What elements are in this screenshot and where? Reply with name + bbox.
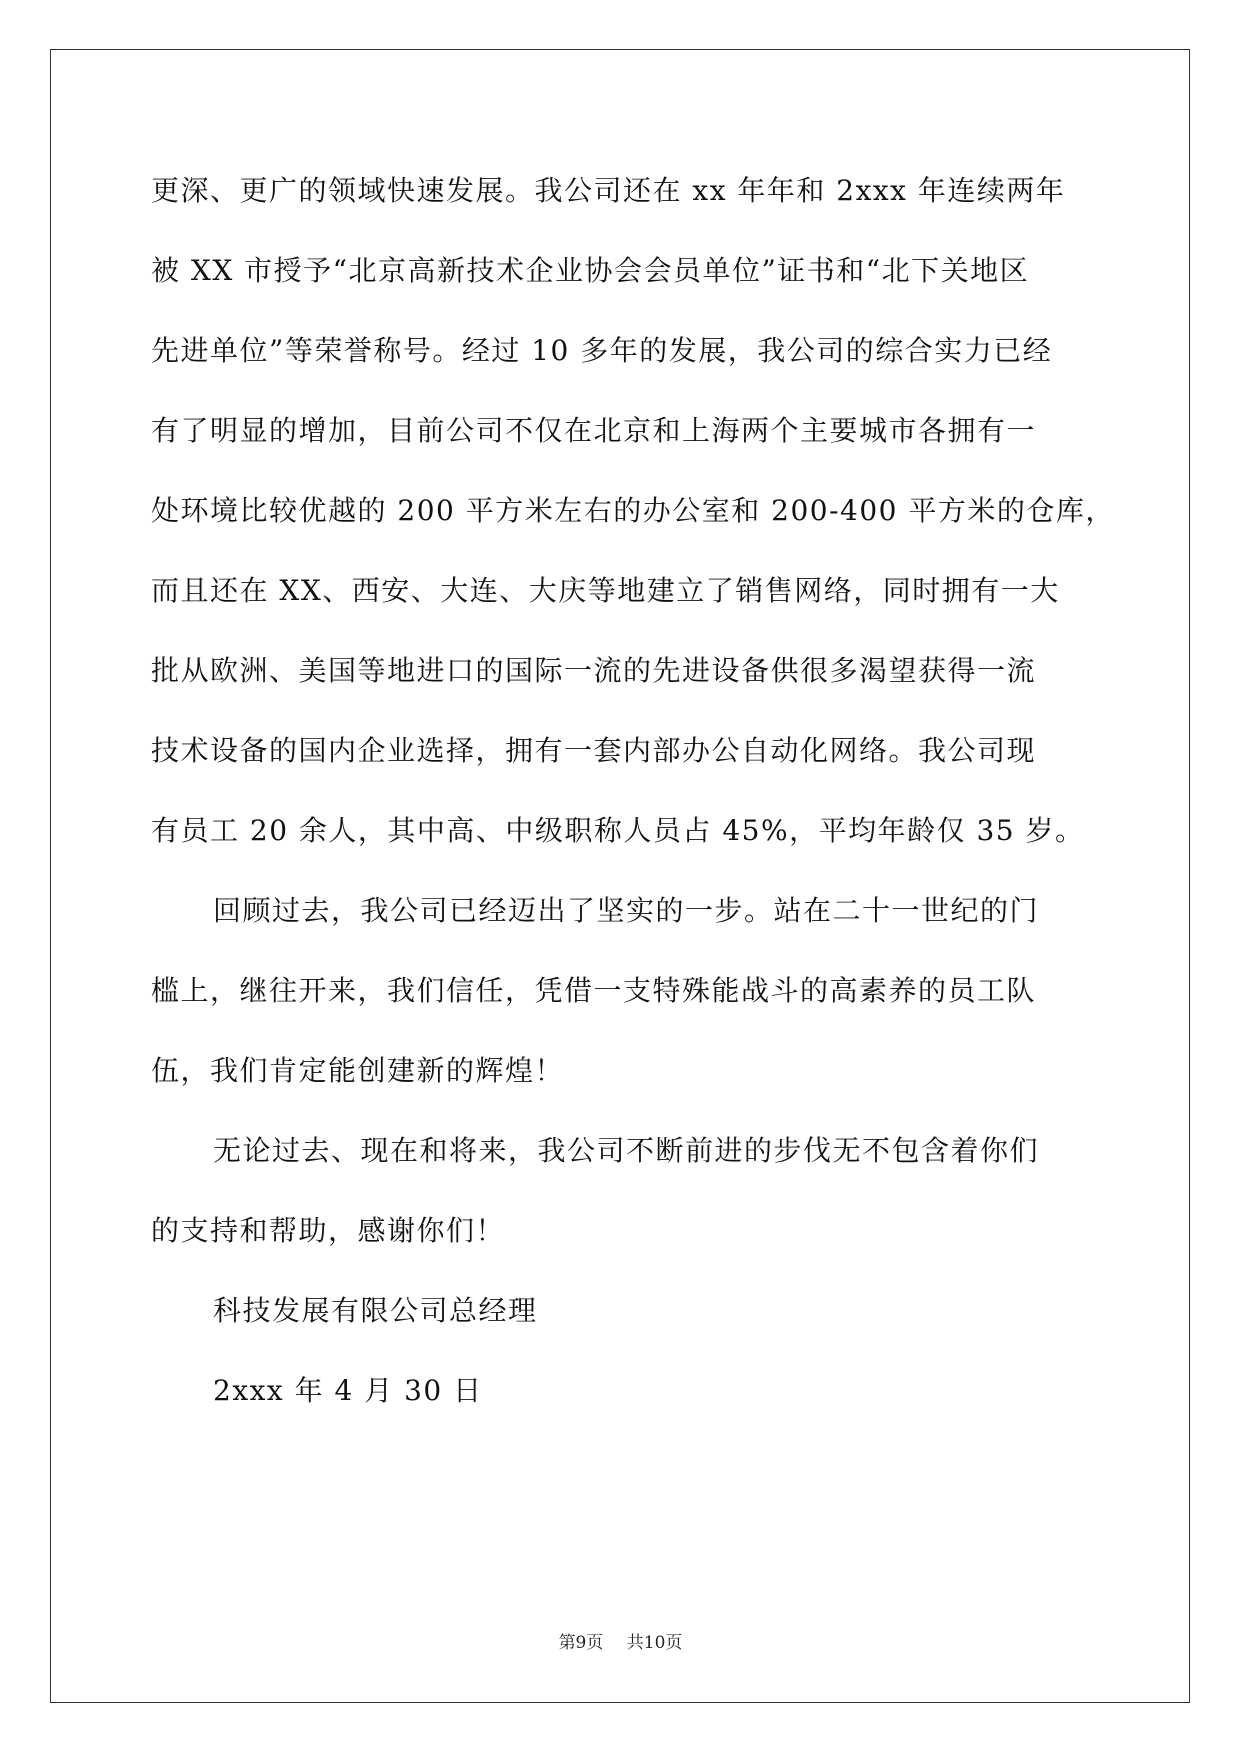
body-line: 有了明显的增加，目前公司不仅在北京和上海两个主要城市各拥有一 xyxy=(151,414,1037,447)
total-pages: 共10页 xyxy=(626,1633,683,1653)
body-line: 先进单位”等荣誉称号。经过 10 多年的发展，我公司的综合实力已经 xyxy=(151,334,1053,367)
document-body xyxy=(151,162,1115,1442)
body-line: 槛上，继往开来，我们信任，凭借一支特殊能战斗的高素养的员工队 xyxy=(151,974,1037,1007)
body-line: 批从欧洲、美国等地进口的国际一流的先进设备供很多渴望获得一流 xyxy=(151,654,1037,687)
body-line: 技术设备的国内企业选择，拥有一套内部办公自动化网络。我公司现 xyxy=(151,734,1037,767)
body-line: 的支持和帮助，感谢你们！ xyxy=(151,1214,506,1247)
body-line: 处环境比较优越的 200 平方米左右的办公室和 200-400 平方米的仓库， xyxy=(151,494,1115,527)
page-footer xyxy=(0,1628,1241,1653)
paragraph-start-line: 回顾过去，我公司已经迈出了坚实的一步。站在二十一世纪的门 xyxy=(213,894,1040,927)
body-line: 更深、更广的领域快速发展。我公司还在 xx 年年和 2xxx 年连续两年 xyxy=(151,174,1066,207)
body-line: 有员工 20 余人，其中高、中级职称人员占 45%，平均年龄仅 35 岁。 xyxy=(151,814,1085,847)
date-line: 2xxx 年 4 月 30 日 xyxy=(213,1374,483,1407)
paragraph-start-line: 无论过去、现在和将来，我公司不断前进的步伐无不包含着你们 xyxy=(213,1134,1040,1167)
body-line: 而且还在 XX、西安、大连、大庆等地建立了销售网络，同时拥有一大 xyxy=(151,574,1060,607)
page-number: 第9页 xyxy=(558,1633,604,1653)
body-line: 伍，我们肯定能创建新的辉煌！ xyxy=(151,1054,565,1087)
signature-line: 科技发展有限公司总经理 xyxy=(213,1294,538,1327)
body-line: 被 XX 市授予“北京高新技术企业协会会员单位”证书和“北下关地区 xyxy=(151,254,1030,287)
